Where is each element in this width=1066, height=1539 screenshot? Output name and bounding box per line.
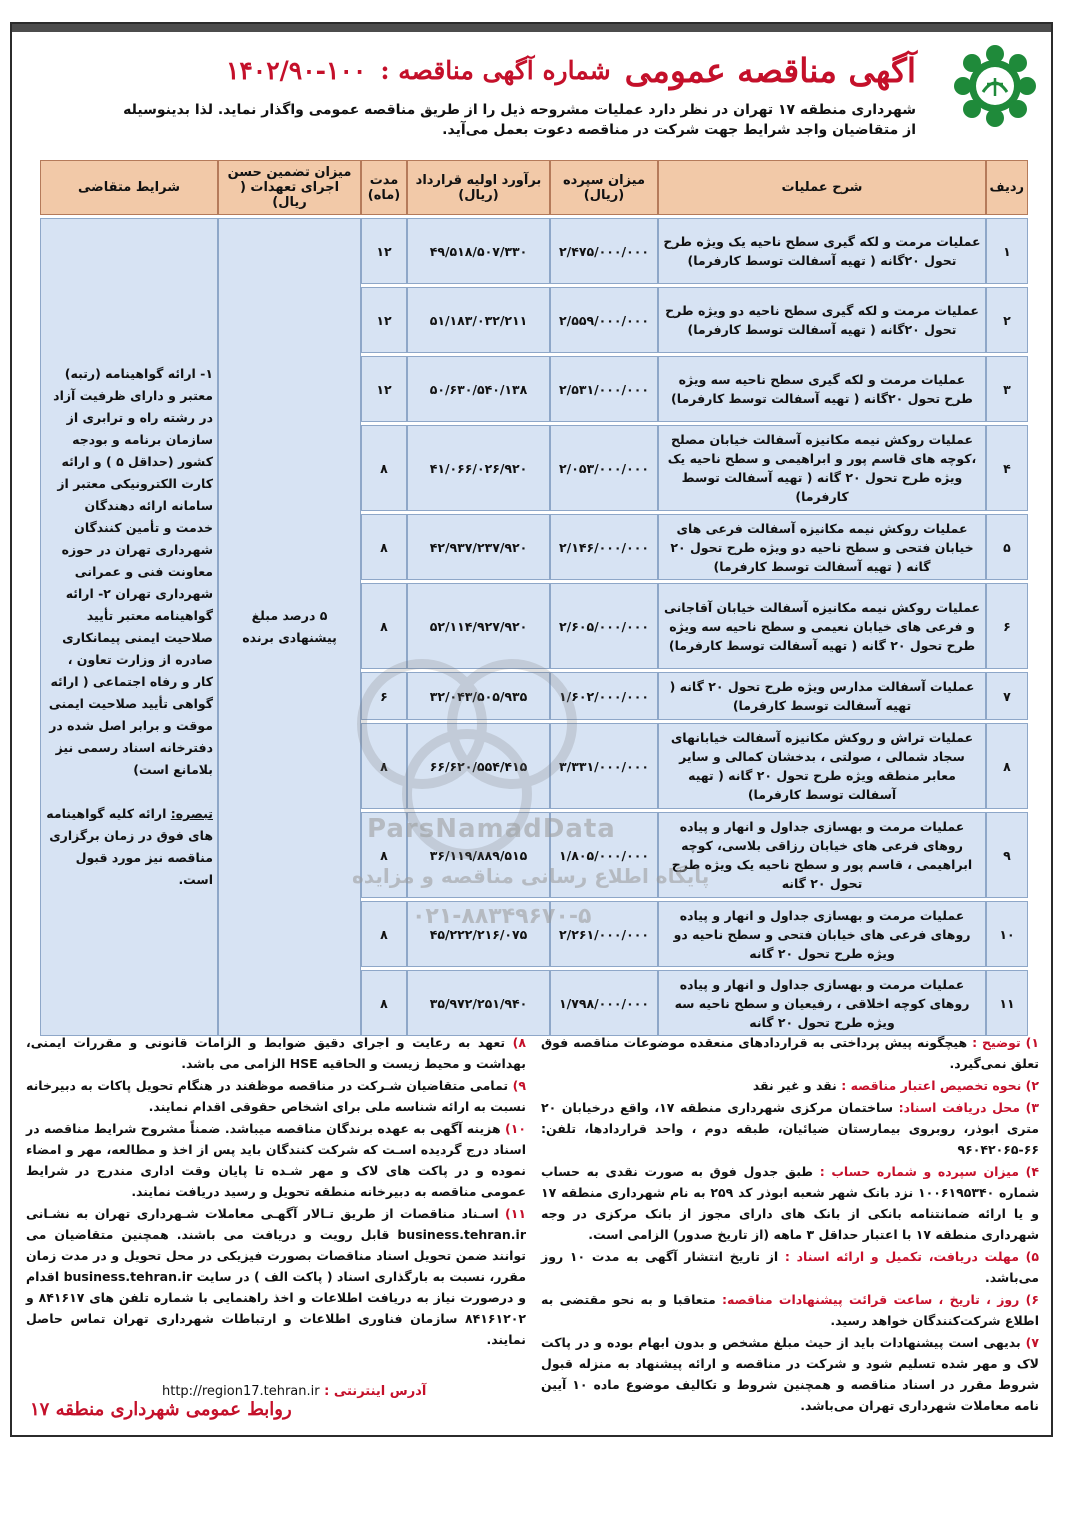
announcement-frame (10, 22, 1053, 1437)
watermark-phone: ۰۲۱-۸۸۳۴۹۶۷۰-۵ (412, 904, 592, 929)
notes-right-column (541, 1032, 1039, 1417)
internet-url-link[interactable]: http://region17.tehran.ir (162, 1384, 320, 1399)
note-label: ۹) (512, 1078, 526, 1093)
description-cell: عملیات آسفالت مدارس ویژه طرح تحول ۲۰ گانه ( تهیه آسفالت توسط کارفرما) (658, 672, 986, 720)
note-text: از تاریخ انتشار آگهی به مدت ۱۰ روز می‌باشد. (541, 1249, 1039, 1285)
estimate-cell: ۵۰/۶۳۰/۵۴۰/۱۳۸ (407, 356, 550, 422)
estimate-cell: ۳۵/۹۷۲/۲۵۱/۹۴۰ (407, 970, 550, 1036)
conditions-cell (40, 218, 218, 1036)
intro-text (116, 100, 916, 140)
note-label: ۵) مهلت دریافت، تکمیل و ارائه اسناد : (784, 1249, 1040, 1264)
header-estimate: برآورد اولیه قرارداد (ریال) (407, 160, 550, 215)
estimate-cell: ۳۶/۱۱۹/۸۸۹/۵۱۵ (407, 812, 550, 898)
watermark-brand: ParsNamadData (367, 814, 616, 844)
row-number-cell: ۲ (986, 287, 1028, 353)
description-cell: عملیات مرمت و لکه گیری سطح ناحیه سه ویژه طرح تحول ۲۰گانه ( تهیه آسفالت توسط کارفرما) (658, 356, 986, 422)
note-text: تعهد به رعایت و اجرای دقیق ضوابط و الزامات قانونی و مقررات ایمنی، بهداشت و محیط زیست و الحاقیه HSE الزامی می باشد. (26, 1035, 526, 1071)
note-label: ۴) میزان سپرده و شماره حساب : (819, 1164, 1039, 1179)
duration-cell: ۱۲ (361, 287, 407, 353)
row-number-cell: ۳ (986, 356, 1028, 422)
internet-address-line (162, 1384, 426, 1399)
description-cell: عملیات روکش نیمه مکانیزه آسفالت خیابان آقاجانی و فرعی های خیابان نعیمی و سطح ناحیه سه ویژه طرح تحول ۲۰ گانه ( تهیه آسفالت توسط کارفرما) (658, 583, 986, 669)
intro-body: در نظر دارد عملیات مشروحه ذیل را از طریق مناقصه عمومی واگذار نماید. لذا بدینوسیله از متقاضیان واجد شرایط جهت شرکت در مناقصه دعوت بعمل می‌آید. (123, 102, 916, 138)
page-title: آگهی مناقصه عمومی (624, 50, 916, 90)
duration-cell: ۸ (361, 425, 407, 511)
estimate-cell: ۴۵/۲۲۲/۲۱۶/۰۷۵ (407, 901, 550, 967)
note-label: ۳) محل دریافت اسناد: (898, 1100, 1039, 1115)
duration-cell: ۸ (361, 583, 407, 669)
title-line (176, 48, 916, 92)
deposit-cell: ۲/۴۷۵/۰۰۰/۰۰۰ (550, 218, 658, 284)
note-text: ساختمان مرکزی شهرداری منطقه ۱۷، واقع درخیابان ۲۰ متری ابوذر، روبروی بیمارستان ضیائیان، طبقه دوم ، واحد قراردادها، تلفن: ۶۶-۹۶۰۴۲۰۶۵ (541, 1100, 1039, 1157)
header-guarantee: میزان تضمین حسن اجرای تعهدات ( ریال) (218, 160, 361, 215)
table-header-row (40, 160, 1028, 215)
duration-cell: ۸ (361, 970, 407, 1036)
estimate-cell: ۴۱/۰۶۶/۰۲۶/۹۲۰ (407, 425, 550, 511)
row-number-cell: ۱۱ (986, 970, 1028, 1036)
note-label: ۶) روز ، تاریخ ، ساعت قرائت پیشنهادات مناقصه: (722, 1292, 1039, 1307)
note-item (541, 1075, 1039, 1096)
duration-cell: ۶ (361, 672, 407, 720)
table-row (40, 218, 1028, 284)
row-number-cell: ۷ (986, 672, 1028, 720)
notes-left-column (26, 1032, 526, 1351)
tender-number-label: شماره آگهی مناقصه : (380, 55, 611, 85)
row-number-cell: ۱ (986, 218, 1028, 284)
note-text: تمامی متقاضیان شـرکت در مناقصه موظفند در هنگام تحویل پاکات به دبیرخانه نسبت به ارائه شناسه ملی برای اشخاص حقوقی اقدام نمایند. (26, 1078, 526, 1114)
note-text: هزینه آگهی به عهده برندگان مناقصه میباشد. ضمناً مشروح شرایط مناقصه در اسناد درج گردیده اسـت که شرکت کنندگان باید پس از اخذ و مطالعه، مهر و امضاء نموده و در پاکت های لاک و مهر شـده تا پایان وقت اداری مندرج در شرایط عمومی مناقصه به دبیرخانه منطقه تحویل و رسید دریافت نمایند. (26, 1121, 526, 1199)
conditions-note-title: تبصره: (170, 806, 213, 821)
deposit-cell: ۱/۶۰۲/۰۰۰/۰۰۰ (550, 672, 658, 720)
estimate-cell: ۴۹/۵۱۸/۵۰۷/۳۳۰ (407, 218, 550, 284)
guarantee-cell: ۵ درصد مبلغ پیشنهادی برنده (218, 218, 361, 1036)
note-text: اسـناد مناقصات از طریق تـالار آگهـی معاملات شـهرداری تهران به نشـانی business.tehran.ir قابل رویت و دریافت می باشند. همچنین متقاضیان می توانند ضمن تحویل اسناد مناقصات بصورت فیزیکی در محل تحویل و در مدت زمان مقرر، نسبت به بارگذاری اسناد ( پاکت الف ) در سایت business.tehran.ir اقدام و درصورت نیاز به دریافت اطلاعات و اخذ راهنمایی با شماره تلفن های ۸۴۱۶۱۷ و ۸۴۱۶۱۲۰۲ سازمان فناوری اطلاعات و ارتباطات شهرداری تهران تماس حاصل نمایند. (26, 1206, 527, 1347)
deposit-cell: ۲/۱۴۶/۰۰۰/۰۰۰ (550, 514, 658, 580)
estimate-cell: ۶۶/۶۲۰/۵۵۴/۴۱۵ (407, 723, 550, 809)
note-item (541, 1032, 1039, 1074)
duration-cell: ۸ (361, 812, 407, 898)
deposit-cell: ۱/۸۰۵/۰۰۰/۰۰۰ (550, 812, 658, 898)
header-row-number: ردیف (986, 160, 1028, 215)
note-item (26, 1203, 526, 1350)
note-item (541, 1161, 1039, 1245)
note-label: ۲) نحوه تخصیص اعتبار مناقصه : (841, 1078, 1039, 1093)
deposit-cell: ۲/۵۵۹/۰۰۰/۰۰۰ (550, 287, 658, 353)
deposit-cell: ۲/۰۵۳/۰۰۰/۰۰۰ (550, 425, 658, 511)
conditions-note: ارائه کلیه گواهینامه های فوق در زمان برگزاری مناقصه نیز مورد قبول است. (46, 806, 213, 887)
note-item (26, 1032, 526, 1074)
description-cell: عملیات روکش نیمه مکانیزه آسفالت خیابان مصلح ،کوچه های قاسم پور و ابراهیمی و سطح ناحیه یک ویژه طرح تحول ۲۰ گانه ( تهیه آسفالت توسط کارفرما) (658, 425, 986, 511)
deposit-cell: ۳/۳۳۱/۰۰۰/۰۰۰ (550, 723, 658, 809)
description-cell: عملیات مرمت و لکه گیری سطح ناحیه یک ویژه طرح تحول ۲۰گانه ( تهیه آسفالت توسط کارفرما) (658, 218, 986, 284)
row-number-cell: ۸ (986, 723, 1028, 809)
note-item (541, 1332, 1039, 1416)
description-cell: عملیات مرمت و لکه گیری سطح ناحیه دو ویژه طرح تحول ۲۰گانه ( تهیه آسفالت توسط کارفرما) (658, 287, 986, 353)
conditions-text: ۱- ارائه گواهینامه (رتبه) معتبر و دارای ظرفیت آزاد در رشته راه و ترابری از سازمان برنامه و بودجه کشور (حداقل ۵ ) و ارائه کارت الکترونیکی معتبر از سامانه ارائه دهندگان خدمت و تأمین کنندگان شهرداری تهران در حوزه معاونت فنی و عمرانی شهرداری تهران ۲- ارائه گواهینامه معتبر تأیید صلاحیت ایمنی پیمانکاری صادره از وزارت تعاون ، کار و رفاه اجتماعی ( ارائه گواهی تأیید صلاحیت ایمنی موقت و برابر اصل شده در دفترخانه اسناد رسمی نیز بلامانع است) (48, 366, 213, 777)
note-label: ۱) توضیح : (972, 1035, 1039, 1050)
top-border-bar (12, 24, 1051, 32)
footer-signature: روابط عمومی شهرداری منطقه ۱۷ (30, 1399, 292, 1420)
estimate-cell: ۵۲/۱۱۴/۹۲۷/۹۲۰ (407, 583, 550, 669)
row-number-cell: ۱۰ (986, 901, 1028, 967)
watermark-tagline: پایگاه اطلاع رسانی مناقصه و مزایده (352, 864, 710, 888)
intro-organization: شهرداری منطقه ۱۷ تهران (733, 102, 916, 118)
internet-label: آدرس اینترنتی : (324, 1384, 427, 1399)
row-number-cell: ۴ (986, 425, 1028, 511)
duration-cell: ۸ (361, 723, 407, 809)
description-cell: عملیات مرمت و بهسازی جداول و انهار و پیاده روهای کوچه اخلاقی ، رفیعیان و سطح ناحیه سه ویژه طرح تحول ۲۰ گانه (658, 970, 986, 1036)
tehran-municipality-logo-icon (953, 44, 1037, 128)
header-deposit: میزان سپرده (ریال) (550, 160, 658, 215)
description-cell: عملیات مرمت و بهسازی جداول و انهار و پیاده روهای فرعی های خیابان رزاقی بلاسی، کوچه ابراهیمی ، قاسم پور و سطح ناحیه یک ویژه طرح تحول ۲۰ گانه (658, 812, 986, 898)
duration-cell: ۱۲ (361, 356, 407, 422)
note-item (26, 1118, 526, 1202)
header-duration: مدت (ماه) (361, 160, 407, 215)
row-number-cell: ۶ (986, 583, 1028, 669)
estimate-cell: ۳۲/۰۴۳/۵۰۵/۹۳۵ (407, 672, 550, 720)
description-cell: عملیات روکش نیمه مکانیزه آسفالت فرعی های خیابان فتحی و سطح ناحیه دو ویژه طرح تحول ۲۰ گانه ( تهیه آسفالت توسط کارفرما) (658, 514, 986, 580)
note-text: هیچگونه پیش پرداختی به قراردادهای منعقده موضوعات مناقصه فوق تعلق نمی‌گیرد. (541, 1035, 1039, 1071)
estimate-cell: ۵۱/۱۸۳/۰۳۲/۲۱۱ (407, 287, 550, 353)
description-cell: عملیات مرمت و بهسازی جداول و انهار و پیاده روهای فرعی های خیابان فتحی و سطح ناحیه دو ویژه طرح تحول ۲۰ گانه (658, 901, 986, 967)
note-label: ۱۱) (505, 1206, 526, 1221)
note-item (541, 1289, 1039, 1331)
deposit-cell: ۱/۷۹۸/۰۰۰/۰۰۰ (550, 970, 658, 1036)
note-text: متعاقبا و به نحو مقتضی به اطلاع شرکت‌کنندگان خواهد رسید. (541, 1292, 1039, 1328)
duration-cell: ۸ (361, 901, 407, 967)
row-number-cell: ۹ (986, 812, 1028, 898)
note-item (541, 1097, 1039, 1160)
tender-number: ۱۴۰۲/۹۰-۱۰۰ (225, 55, 367, 85)
duration-cell: ۸ (361, 514, 407, 580)
note-text: نقد و غیر نقد (752, 1078, 837, 1093)
note-text: بدیهی است پیشنهادات باید از حیث مبلغ مشخص و بدون ابهام بوده و در پاکت لاک و مهر شده تسلیم شود و شرکت در مناقصه و ارائه پیشنهاد به منزله قبول شروط مقرر در اسناد مناقصه و همچنین شروط و تکالیف موضوع ماده ۱۰ آیین نامه معاملات شهرداری تهران می‌باشد. (541, 1335, 1040, 1413)
note-item (541, 1246, 1039, 1288)
deposit-cell: ۲/۶۰۵/۰۰۰/۰۰۰ (550, 583, 658, 669)
note-item (26, 1075, 526, 1117)
header-conditions: شرایط متقاضی (40, 160, 218, 215)
note-label: ۷) (1025, 1335, 1039, 1350)
estimate-cell: ۴۲/۹۳۷/۲۳۷/۹۲۰ (407, 514, 550, 580)
deposit-cell: ۲/۲۶۱/۰۰۰/۰۰۰ (550, 901, 658, 967)
note-label: ۱۰) (505, 1121, 526, 1136)
description-cell: عملیات تراش و روکش مکانیزه آسفالت خیابانهای سجاد شمالی ، صولتی ، بدخشان کمالی و سایر معابر منطقه ویژه طرح تحول ۲۰ گانه ( تهیه آسفالت توسط کارفرما) (658, 723, 986, 809)
header-description: شرح عملیات (658, 160, 986, 215)
row-number-cell: ۵ (986, 514, 1028, 580)
note-label: ۸) (512, 1035, 526, 1050)
deposit-cell: ۲/۵۳۱/۰۰۰/۰۰۰ (550, 356, 658, 422)
duration-cell: ۱۲ (361, 218, 407, 284)
note-text: طبق جدول فوق به صورت نقدی به حساب شماره ۱۰۰۶۱۹۵۳۴۰ نزد بانک شهر شعبه ابوذر کد ۲۵۹ به نام شهرداری منطقه ۱۷ و یا ارائه ضمانتنامه بانکی از بانک های دارای مجوز از بانک مرکزی در وجه شهرداری منطقه ۱۷ با اعتبار حداقل ۳ ماهه (از تاریخ صدور) الزامی است. (541, 1164, 1039, 1242)
